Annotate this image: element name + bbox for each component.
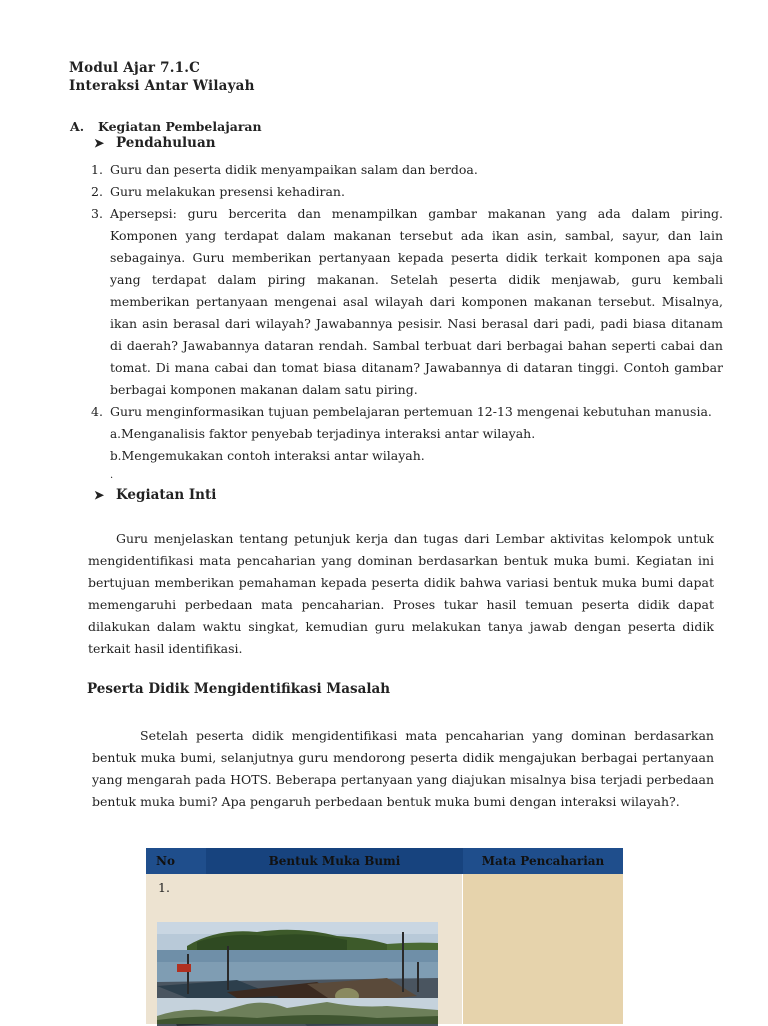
list-item: 2. Guru melakukan presensi kehadiran. [91,184,345,199]
table-cell-mata [462,874,623,1024]
arrow-bullet-icon: ➤ [94,136,105,150]
kegiatan-inti-paragraph: Guru menjelaskan tentang petunjuk kerja dan tugas dari Lembar aktivitas kelompok untuk mengidentifikasi mata pencaharian yang dominan berdasarkan bentuk muka bumi. Kegiatan ini bertujuan memberikan pemahaman kepada peserta didik bahwa variasi bentuk muka bumi dapat memengaruhi perbedaan mata pencaharian. Proses tukar hasil temuan peserta didik dapat dilakukan dalam waktu singkat, kemudian guru melakukan tanya jawab dengan peserta didik terkait hasil identifikasi. [88,531,714,656]
pendahuluan-heading [94,135,216,151]
list-item: 4. Guru menginformasikan tujuan pembelajaran pertemuan 12-13 mengenai kebutuhan manusia. [91,404,712,419]
table-header [146,848,623,874]
kegiatan-inti-heading [94,487,216,503]
kegiatan-inti-label: Kegiatan Inti [116,487,217,503]
row-number: 1. [158,880,170,895]
identifikasi-paragraph: Setelah peserta didik mengidentifikasi mata pencaharian yang dominan berdasarkan bentuk muka bumi, selanjutnya guru mendorong peserta didik mengajukan berbagai pertanyaan yang mengarah pada HOTS. Beberapa pertanyaan yang diajukan misalnya bisa terjadi perbedaan bentuk muka bumi? Apa pengaruh perbedaan bentuk muka bumi dengan interaksi wilayah?. [92,728,714,809]
sub-list-item: b.Mengemukakan contoh interaksi antar wilayah. [110,448,425,463]
col-header-bentuk: Bentuk Muka Bumi [206,848,463,874]
mountain-photo [157,998,438,1024]
trailing-dot: . [110,470,114,481]
col-header-no: No [156,854,175,868]
section-title: Kegiatan Pembelajaran [98,119,262,134]
pendahuluan-label: Pendahuluan [116,135,216,151]
section-a-heading [70,119,262,134]
sub-list-item: a.Menganalisis faktor penyebab terjadinya interaksi antar wilayah. [110,426,536,441]
col-header-mata: Mata Pencaharian [463,848,623,874]
topic-title: Interaksi Antar Wilayah [69,78,255,94]
arrow-bullet-icon: ➤ [94,488,105,502]
identifikasi-heading: Peserta Didik Mengidentifikasi Masalah [87,681,391,697]
list-item: 1. Guru dan peserta didik menyampaikan salam dan berdoa. [91,162,478,177]
list-item: 3. Apersepsi: guru bercerita dan menampilkan gambar makanan yang ada dalam piring. Komponen yang terdapat dalam makanan tersebut ada ikan asin, sambal, sayur, dan lain sebagainya. Guru memberikan pertanyaan kepada peserta didik terkait komponen apa saja yang terdapat dalam piring makanan. Setelah peserta didik menjawab, guru kembali memberikan pertanyaan mengenai asal wilayah dari komponen makanan tersebut. Misalnya, ikan asin berasal dari wilayah? Jawabannya pesisir. Nasi berasal dari padi, padi biasa ditanam di daerah? Jawabannya dataran rendah. Sambal terbuat dari berbagai bahan seperti cabai dan tomat. Di mana cabai dan tomat biasa ditanam? Jawabannya di dataran tinggi. Contoh gambar berbagai komponen makanan dalam satu piring. [91,206,723,397]
module-title: Modul Ajar 7.1.C [69,60,201,76]
pendahuluan-list [91,159,723,467]
section-letter: A. [70,119,85,134]
